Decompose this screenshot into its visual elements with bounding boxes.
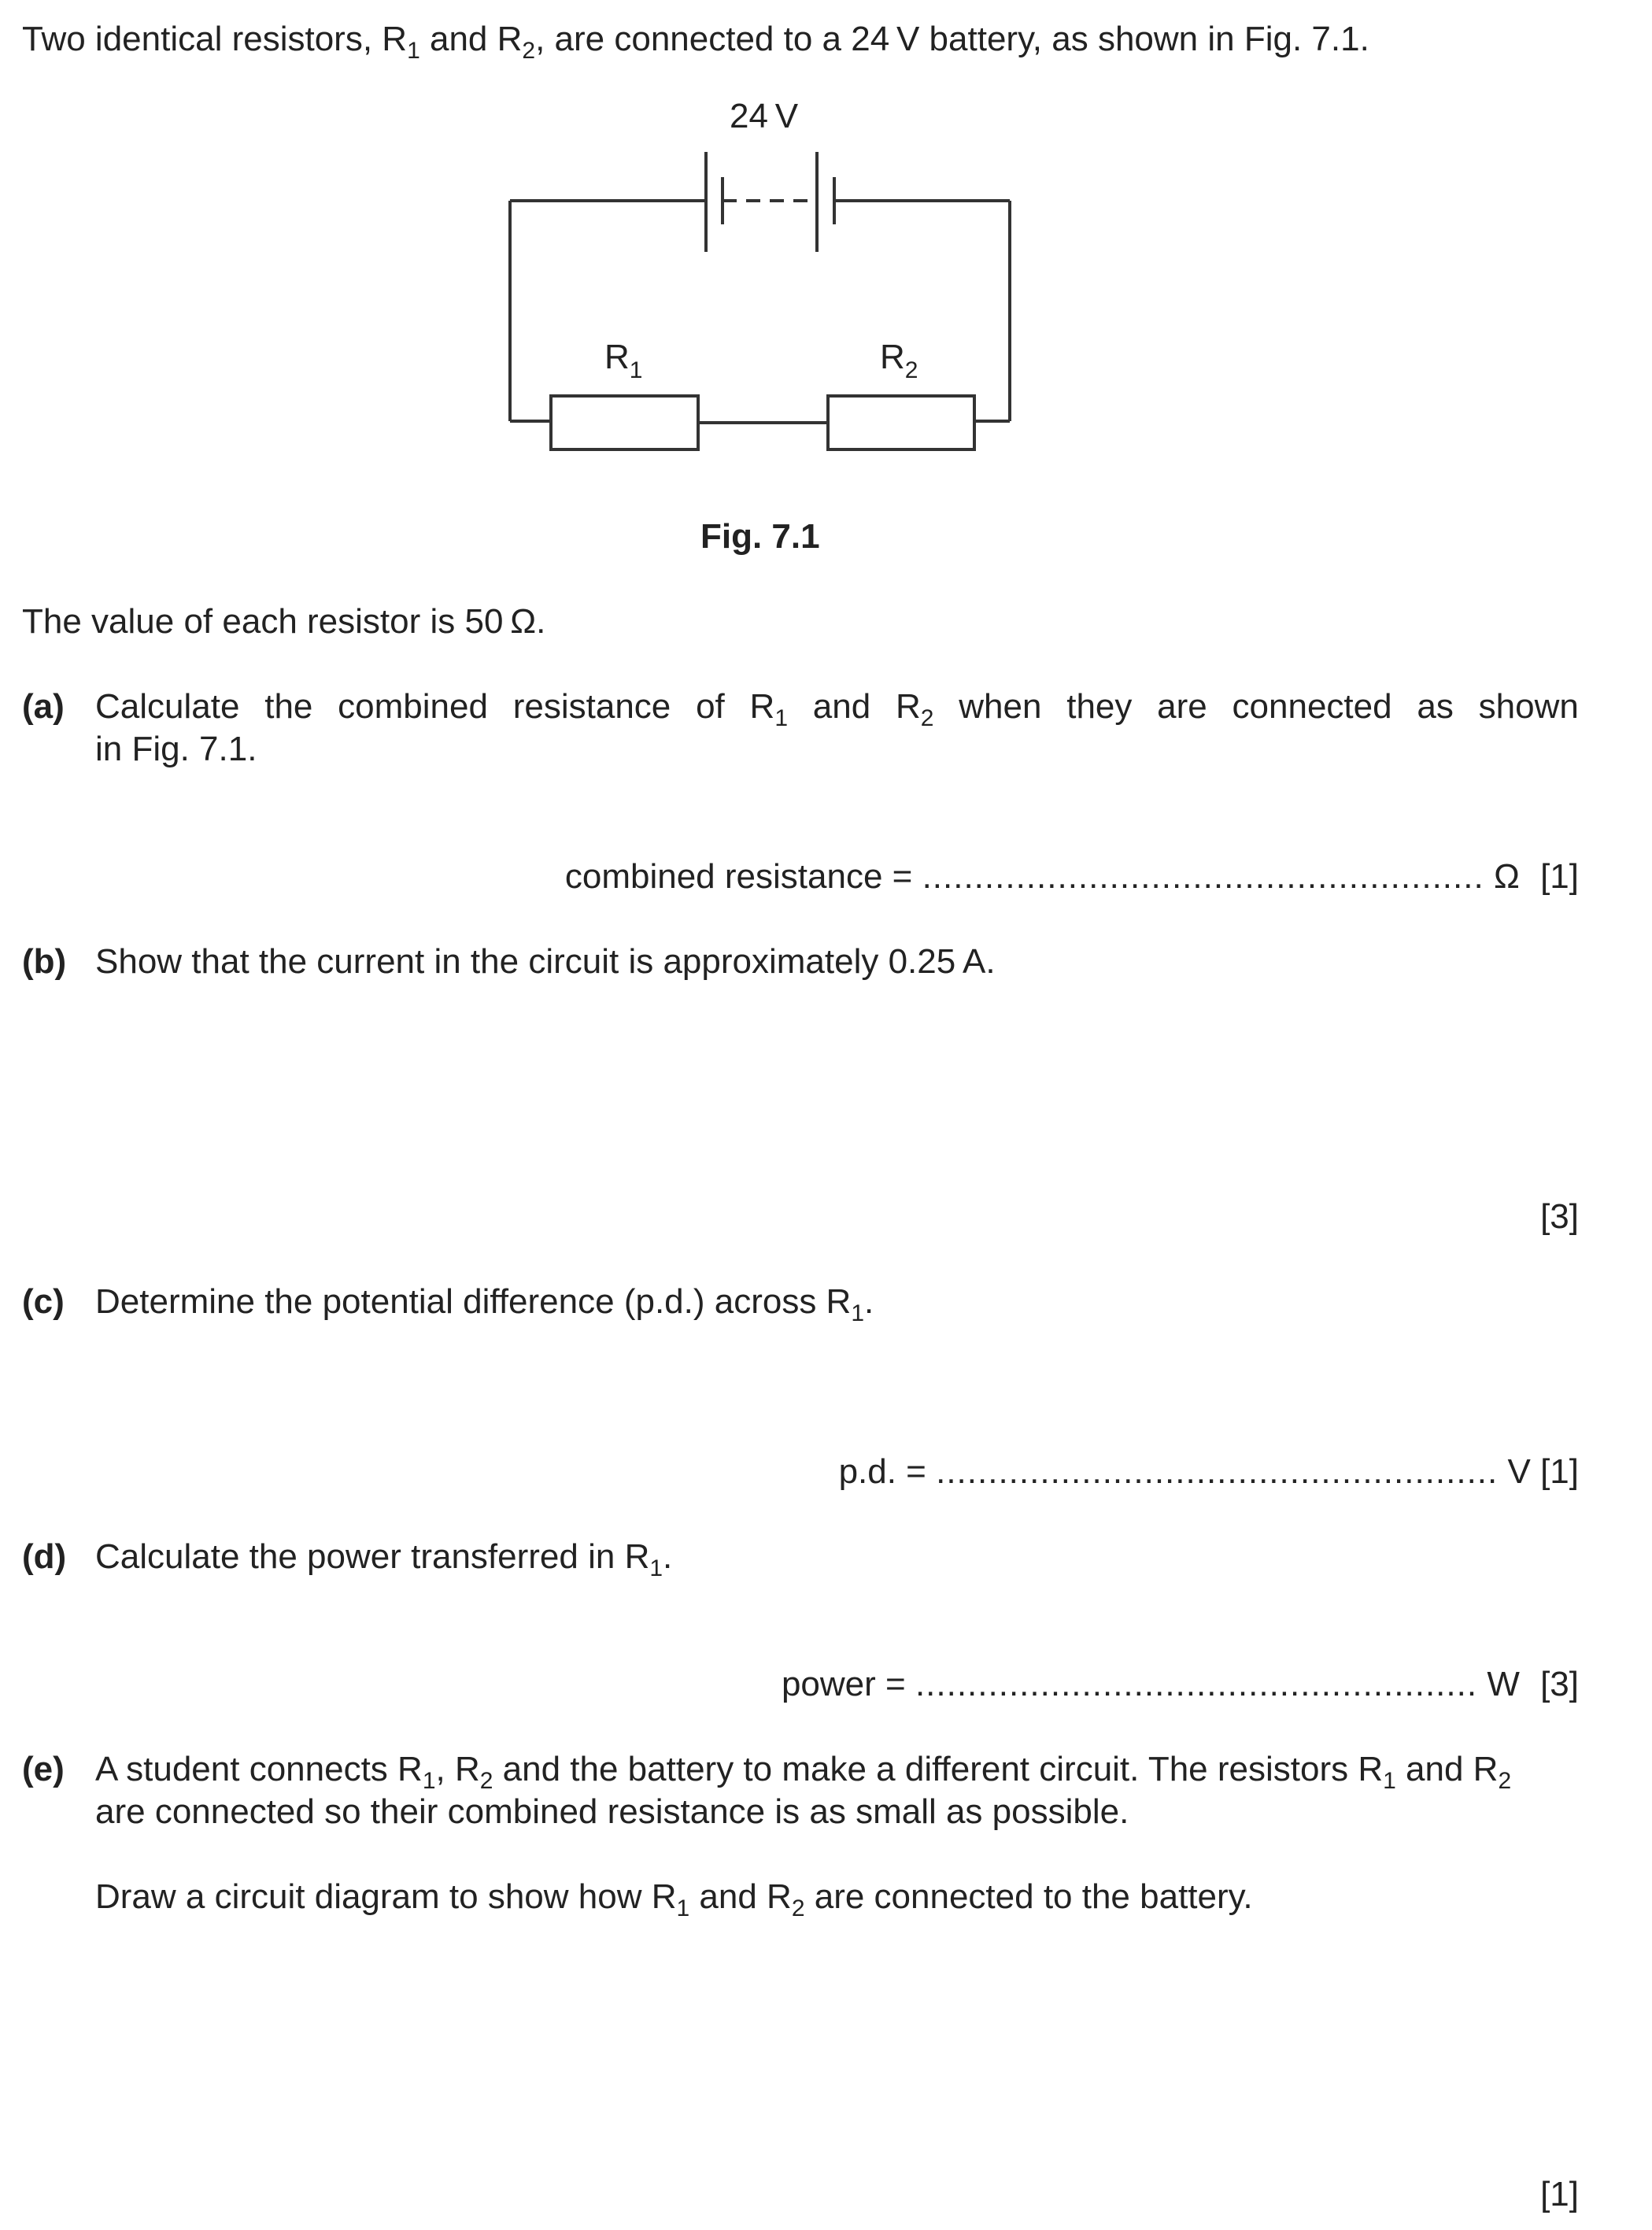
part-d-question (95, 1537, 673, 1581)
circuit-diagram (0, 0, 1652, 598)
answer-blank[interactable]: ...................................................... (922, 857, 1484, 896)
part-e-text: and R (1395, 1750, 1499, 1788)
part-e-text: Draw a circuit diagram to show how R (95, 1877, 677, 1916)
subscript: 2 (522, 38, 536, 64)
part-a-word: when (959, 687, 1042, 726)
subscript: 2 (791, 1895, 805, 1921)
part-a-label: (a) (22, 687, 65, 726)
part-a-answer-line (564, 857, 1579, 896)
subscript: 1 (422, 1768, 436, 1794)
answer-unit: V (1507, 1452, 1531, 1491)
part-e-text: and R (689, 1877, 792, 1916)
part-d-label: (d) (22, 1537, 67, 1576)
marks-badge: [3] (1540, 1197, 1579, 1236)
battery-label: 24 V (730, 97, 799, 135)
figure-caption: Fig. 7.1 (700, 517, 820, 556)
part-c-question (95, 1282, 874, 1326)
part-a-question (95, 687, 1579, 731)
part-a-word: of (696, 687, 725, 726)
subscript: 2 (1498, 1768, 1512, 1794)
marks-badge: [1] (1540, 857, 1579, 896)
subscript: 1 (407, 38, 420, 64)
answer-blank[interactable]: ...................................................... (936, 1452, 1499, 1491)
subscript: 1 (649, 1555, 663, 1581)
part-e-label: (e) (22, 1750, 65, 1788)
answer-unit: W (1487, 1665, 1520, 1703)
part-e-text: are connected to the battery. (804, 1877, 1253, 1916)
part-e-text: and the battery to make a different circuit. The resistors R (493, 1750, 1384, 1788)
part-a-word: $R_2$ (896, 687, 934, 731)
part-a-word: the (264, 687, 313, 726)
r2-label: $R_2$ (880, 338, 918, 383)
resistor-value-text: The value of each resistor is 50 Ω. (22, 602, 546, 641)
marks-badge: [3] (1540, 1665, 1579, 1703)
subscript: 2 (479, 1768, 493, 1794)
marks-badge: [1] (1540, 1452, 1579, 1491)
part-d-text: Calculate the power transferred in R (95, 1537, 650, 1576)
answer-blank[interactable]: ...................................................... (915, 1665, 1478, 1703)
part-a-word: they (1066, 687, 1133, 726)
part-a-word: and (812, 687, 871, 726)
part-e-instruction (95, 1877, 1253, 1921)
part-d-answer-line (782, 1667, 1579, 1702)
part-a-word: as (1417, 687, 1454, 726)
answer-prompt: combined resistance = (564, 857, 922, 896)
part-e-text: , R (435, 1750, 480, 1788)
part-c-text: Determine the potential difference (p.d.) across R (95, 1282, 852, 1321)
resistor-r2 (828, 396, 974, 449)
intro-text-part: and R (419, 20, 523, 58)
resistor-r1 (551, 396, 698, 449)
part-c-text: . (864, 1282, 874, 1321)
part-a-word: combined (338, 687, 488, 726)
part-e-text: A student connects R (95, 1750, 423, 1788)
drawing-area[interactable] (95, 1936, 1579, 2173)
intro-text-part: Two identical resistors, R (22, 20, 408, 58)
part-b-label: (b) (22, 942, 67, 981)
answer-prompt: p.d. = (838, 1452, 937, 1491)
subscript: 1 (1383, 1768, 1396, 1794)
part-e-question-line1 (95, 1750, 1512, 1794)
intro-text-part: , are connected to a 24 V battery, as shown in Fig. 7.1. (535, 20, 1369, 58)
part-a-question-line2: in Fig. 7.1. (95, 730, 257, 768)
part-d-text: . (663, 1537, 673, 1576)
part-a-word: connected (1232, 687, 1392, 726)
answer-prompt: power = (781, 1665, 915, 1703)
r1-label: $R_1$ (604, 338, 643, 383)
answer-unit: Ω (1493, 857, 1520, 896)
part-c-label: (c) (22, 1282, 65, 1321)
subscript: 1 (851, 1300, 865, 1326)
part-a-word: resistance (512, 687, 671, 726)
subscript: 1 (676, 1895, 690, 1921)
part-a-word: Calculate (95, 687, 240, 726)
part-a-word: are (1157, 687, 1207, 726)
marks-badge: [1] (1540, 2175, 1579, 2213)
part-b-question: Show that the current in the circuit is approximately 0.25 A. (95, 942, 996, 981)
part-a-word: $R_1$ (749, 687, 789, 731)
part-e-question-line2: are connected so their combined resistance is as small as possible. (95, 1792, 1129, 1831)
part-c-answer-line (838, 1452, 1579, 1491)
part-a-word: shown (1478, 687, 1579, 726)
